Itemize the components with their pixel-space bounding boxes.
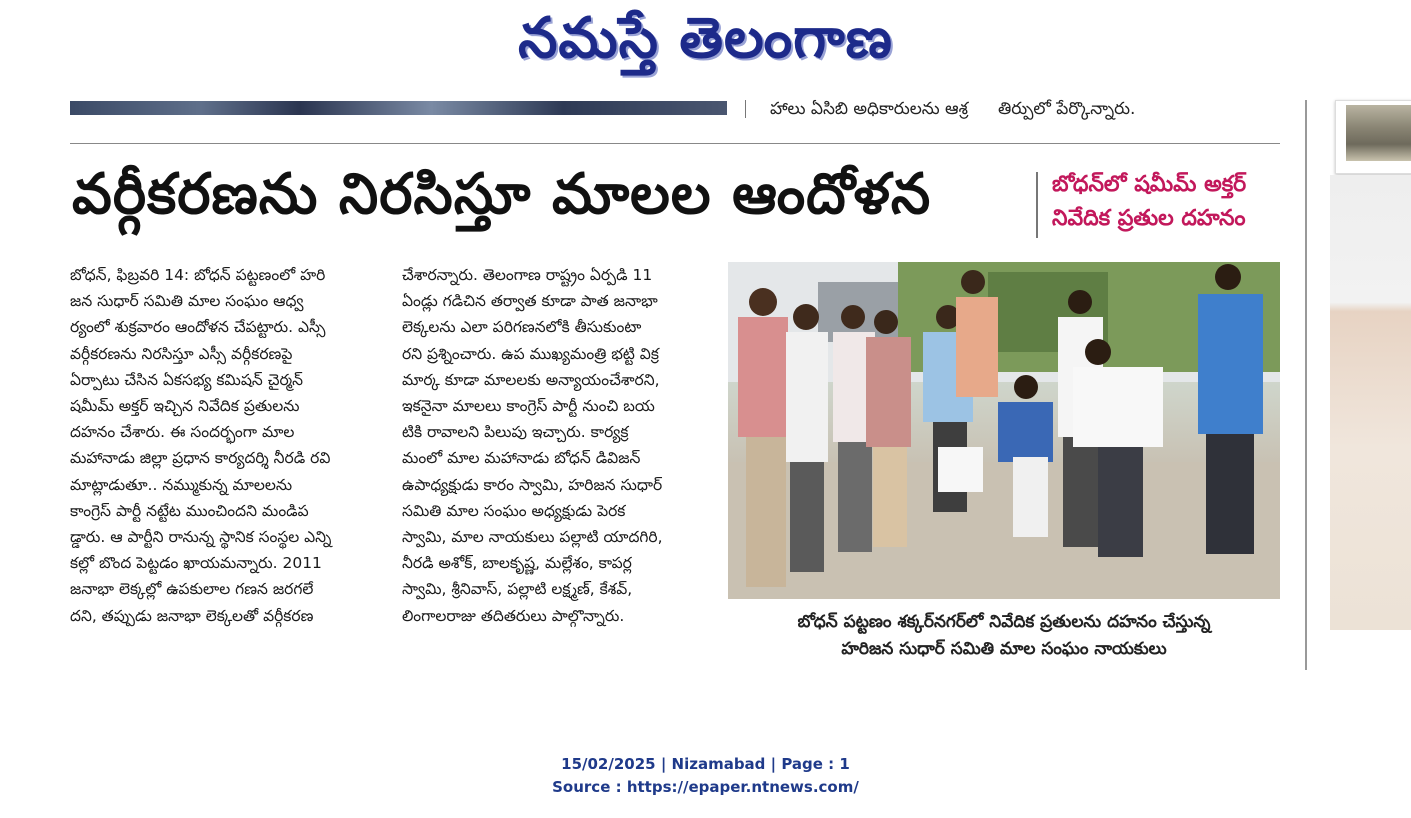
article-photo	[728, 262, 1280, 599]
body-line: మాట్లాడుతూ.. నమ్ముకున్న మాలలను	[70, 475, 293, 494]
page-column-rule	[1305, 100, 1307, 670]
body-line: మహానాడు జిల్లా ప్రధాన కార్యదర్శి నీరడి రవి	[70, 449, 331, 468]
body-line: ఇకనైనా మాలలు కాంగ్రెస్ పార్టీ నుంచి బయ	[402, 397, 655, 416]
horizontal-rule	[70, 143, 1280, 144]
body-line: లెక్కలను ఎలా పరిగణనలోకి తీసుకుంటా	[402, 318, 642, 337]
previous-article-fragment-right: తిర్పులో పేర్కొన్నారు.	[997, 99, 1136, 119]
body-line: ఏర్పాటు చేసిన ఏకసభ్య కమిషన్ చైర్మన్	[70, 370, 303, 389]
body-line: లింగాలరాజు తదితరులు పాల్గొన్నారు.	[402, 606, 625, 625]
body-line: రని ప్రశ్నించారు. ఉప ముఖ్యమంత్రి భట్టి విక్ర	[402, 344, 659, 363]
article-column-1	[70, 262, 375, 629]
body-line: బోధన్, ఫిబ్రవరి 14: బోధన్ పట్టణంలో హరి	[70, 266, 326, 284]
body-line: దహనం చేశారు. ఈ సందర్భంగా మాల	[70, 423, 295, 442]
body-line: ఏండ్లు గడిచిన తర్వాత కూడా పాత జనాభా	[402, 292, 658, 311]
previous-article-text	[770, 99, 1135, 123]
body-line: నీరడి అశోక్, బాలకృష్ణ, మల్లేశం, కాపర్ల	[402, 554, 632, 573]
headline-divider	[1036, 172, 1038, 238]
body-line: చేశారన్నారు. తెలంగాణ రాష్ట్రం ఏర్పడి 11	[402, 266, 653, 284]
body-line: స్వామి, మాల నాయకులు పల్లాటి యాదగిరి,	[402, 528, 663, 547]
article-subheadline-line1: బోధన్‌లో షమీమ్ అక్తర్	[1052, 172, 1247, 197]
body-line: ర్యంలో శుక్రవారం ఆందోళన చేపట్టారు. ఎస్సీ	[70, 318, 326, 337]
body-line: స్వామి, శ్రీనివాస్, పల్లాటి లక్ష్మణ్, కేశవ్,	[402, 580, 633, 599]
photo-illustration	[728, 262, 1280, 599]
previous-article-image-strip	[70, 101, 727, 115]
previous-article-fragment-left: హాలు ఏసిబి అధికారులను ఆశ్ర	[770, 99, 968, 119]
body-line: కాంగ్రెస్ పార్టీ నట్టేట ముంచిందని మండిప	[70, 501, 309, 520]
adjacent-photo-side	[1330, 175, 1411, 630]
article-headline: వర్గీకరణను నిరసిస్తూ మాలల ఆందోళన	[72, 162, 932, 227]
body-line: కల్లో బొంద పెట్టడం ఖాయమన్నారు. 2011	[70, 554, 322, 573]
body-line: ఉపాధ్యక్షుడు కారం స్వామి, హరిజన సుధార్	[402, 475, 663, 494]
body-line: దని, తప్పుడు జనాభా లెక్కలతో వర్గీకరణ	[70, 606, 314, 625]
body-line: జన సుధార్ సమితి మాల సంఘం ఆధ్వ	[70, 292, 304, 311]
masthead-title: నమస్తే తెలంగాణ	[518, 6, 893, 71]
body-line: డ్డారు. ఆ పార్టీని రానున్న స్థానిక సంస్థల ఎన్ని	[70, 528, 332, 547]
photo-caption-line1: బోధన్ పట్టణం శక్కర్‌నగర్‌లో నివేదిక ప్రతులను దహనం చేస్తున్న	[797, 612, 1211, 632]
body-line: సమితి మాల సంఘం అధ్యక్షుడు పెరక	[402, 501, 626, 520]
column-divider	[745, 100, 746, 118]
adjacent-photo-thumbnail	[1335, 100, 1411, 174]
body-line: వర్గీకరణను నిరసిస్తూ ఎస్సీ వర్గీకరణపై	[70, 344, 293, 363]
body-line: మార్క కూడా మాలలకు అన్యాయంచేశారని,	[402, 370, 660, 389]
body-line: జనాభా లెక్కల్లో ఉపకులాల గణన జరగలే	[70, 580, 314, 599]
body-line: టికి రావాలని పిలుపు ఇచ్చారు. కార్యక్ర	[402, 423, 629, 442]
article-subheadline-line2: నివేదిక ప్రతుల దహనం	[1052, 206, 1246, 231]
body-line: మంలో మాల మహానాడు బోధన్ డివిజన్	[402, 449, 641, 468]
body-line: షమీమ్ అక్తర్ ఇచ్చిన నివేదిక ప్రతులను	[70, 397, 300, 416]
footer-source-link[interactable]: Source : https://epaper.ntnews.com/	[552, 778, 859, 796]
footer-edition-info: 15/02/2025 | Nizamabad | Page : 1	[561, 755, 850, 773]
photo-caption-line2: హరిజన సుధార్ సమితి మాల సంఘం నాయకులు	[841, 639, 1167, 659]
article-column-2	[402, 262, 705, 629]
